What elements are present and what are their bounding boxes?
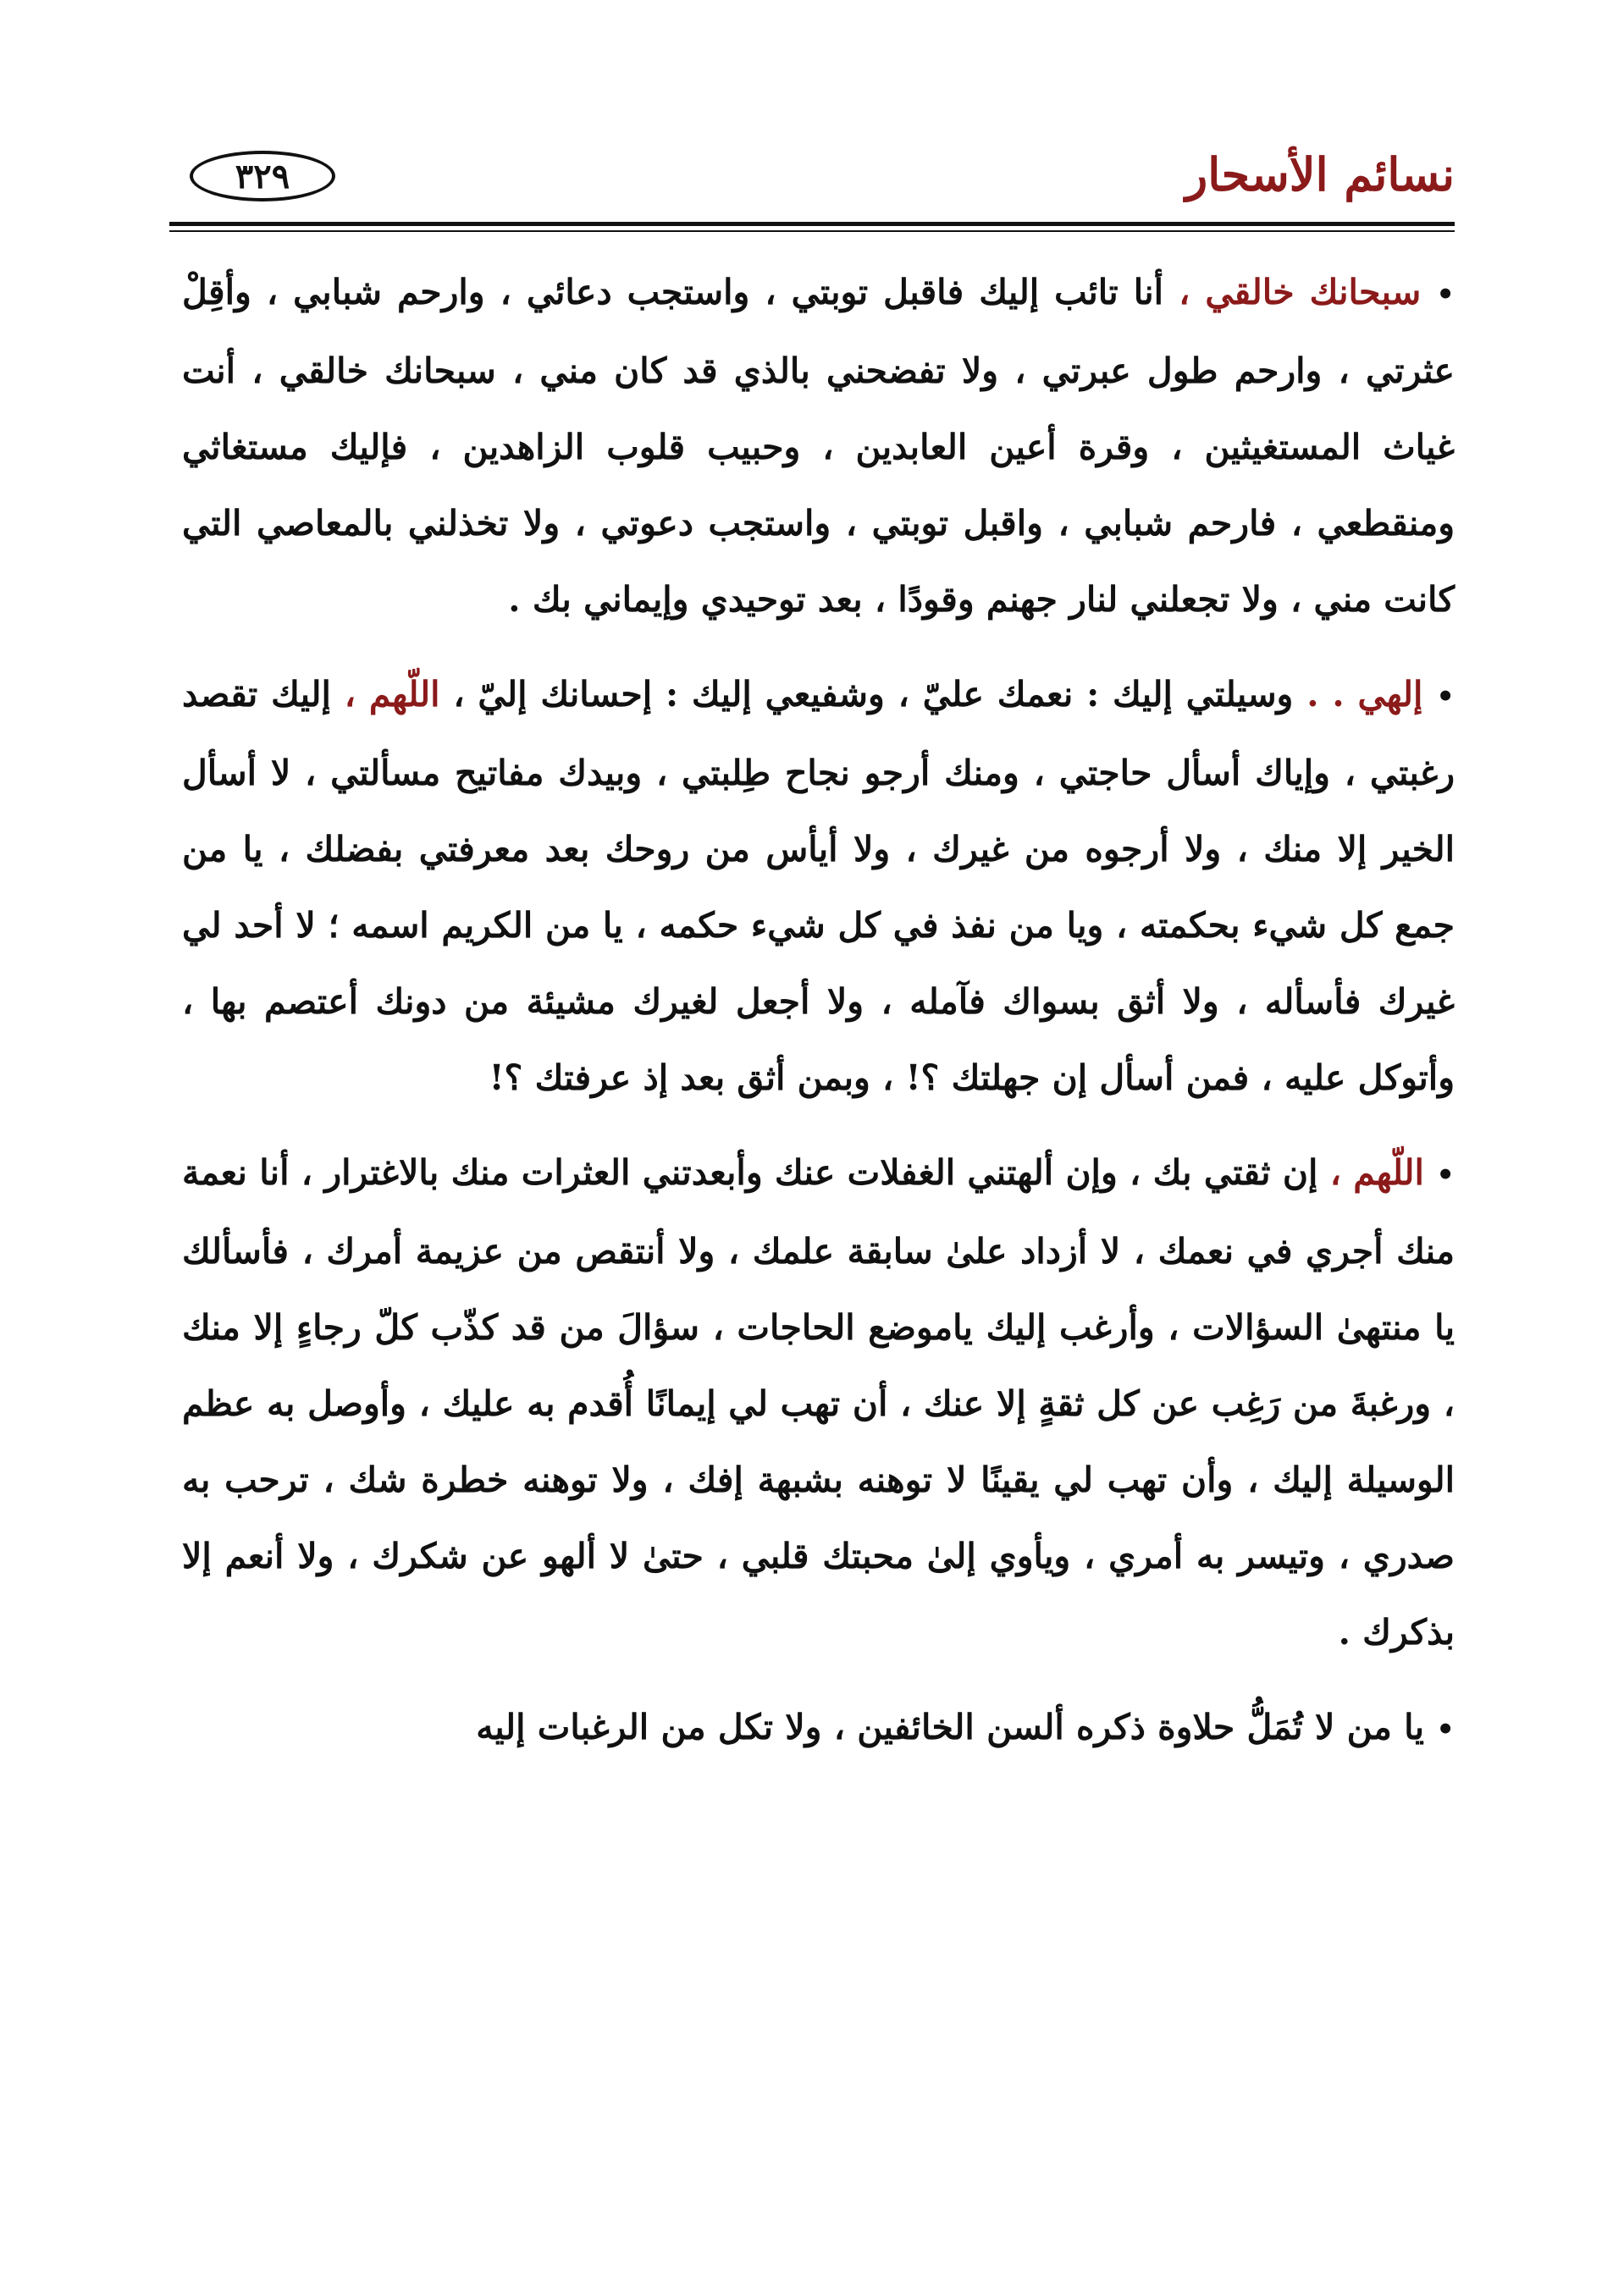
- bullet-icon: •: [1436, 1158, 1455, 1192]
- page-body: [182, 254, 1455, 1786]
- bullet-icon: •: [1436, 1713, 1455, 1747]
- paragraph-3: [182, 1134, 1455, 1670]
- book-title: نسائم الأسحار: [1185, 147, 1455, 201]
- page-header: [169, 127, 1455, 220]
- header-rule-thin: [169, 230, 1455, 232]
- paragraph-1: [182, 254, 1455, 637]
- paragraph-text: إن ثقتي بك ، وإن ألهتني الغفلات عنك وأبعدتني العثرات منك بالاغترار ، أنا نعمة منك أجري في نعمك ، لا أزداد علىٰ سابقة علمك ، ولا أنتقص من عزيمة أمرك ، فأسألك يا منتهىٰ السؤالات ، وأرغب إليك ياموضع الحاجات ، سؤالَ من قد كذّب كلّ رجاءٍ إلا منك ، ورغبةَ من رَغِب عن كل ثقةٍ إلا عنك ، أن تهب لي إيمانًا أُقدم به عليك ، وأوصل به عظم الوسيلة إليك ، وأن تهب لي يقينًا لا توهنه بشبهة إفك ، ولا توهنه خطرة شك ، ترحب به صدري ، وتيسر به أمري ، ويأوي إلىٰ محبتك قلبي ، حتىٰ لا ألهو عن شكرك ، ولا أنعم إلا بذكرك .: [182, 1152, 1455, 1653]
- paragraph-lead: اللّهم ،: [1329, 1152, 1424, 1193]
- paragraph-lead: إلهي . .: [1306, 674, 1423, 715]
- bullet-icon: •: [1436, 680, 1456, 714]
- header-rule-thick: [169, 222, 1455, 226]
- paragraph-text: يا من لا تُمَلُّ حلاوة ذكره ألسن الخائفين ، ولا تكل من الرغبات إليه: [476, 1707, 1424, 1747]
- paragraph-text-2: إليك تقصد رغبتي ، وإياك أسأل حاجتي ، ومنك أرجو نجاح طِلبتي ، وبيدك مفاتيح مسألتي ، لا أسأل الخير إلا منك ، ولا أرجوه من غيرك ، ولا أيأس من روحك بعد معرفتي بفضلك ، يا من جمع كل شيء بحكمته ، ويا من نفذ في كل شيء حكمه ، يا من الكريم اسمه ؛ لا أحد لي غيرك فأسأله ، ولا أثق بسواك فآمله ، ولا أجعل لغيرك مشيئة من دونك أعتصم بها ، وأتوكل عليه ، فمن أسأل إن جهلتك ؟! ، وبمن أثق بعد إذ عرفتك ؟!: [182, 674, 1455, 1098]
- bullet-icon: •: [1436, 278, 1455, 312]
- paragraph-lead-2: اللّهم ،: [344, 674, 440, 715]
- paragraph-2: [182, 656, 1455, 1116]
- paragraph-lead: سبحانك خالقي ،: [1179, 272, 1422, 312]
- paragraph-4: [182, 1689, 1455, 1768]
- paragraph-text: أنا تائب إليك فاقبل توبتي ، واستجب دعائي ، وارحم شبابي ، وأقِلْ عثرتي ، وارحم طول عبرتي ، ولا تفضحني بالذي قد كان مني ، سبحانك خالقي ، أنت غياث المستغيثين ، وقرة أعين العابدين ، وحبيب قلوب الزاهدين ، فإليك مستغاثي ومنقطعي ، فارحم شبابي ، واقبل توبتي ، واستجب دعوتي ، ولا تخذلني بالمعاصي التي كانت مني ، ولا تجعلني لنار جهنم وقودًا ، بعد توحيدي وإيماني بك .: [182, 272, 1455, 620]
- paragraph-text: وسيلتي إليك : نعمك عليّ ، وشفيعي إليك : إحسانك إليّ ،: [453, 674, 1294, 715]
- page-number: ٣٢٩: [190, 151, 335, 201]
